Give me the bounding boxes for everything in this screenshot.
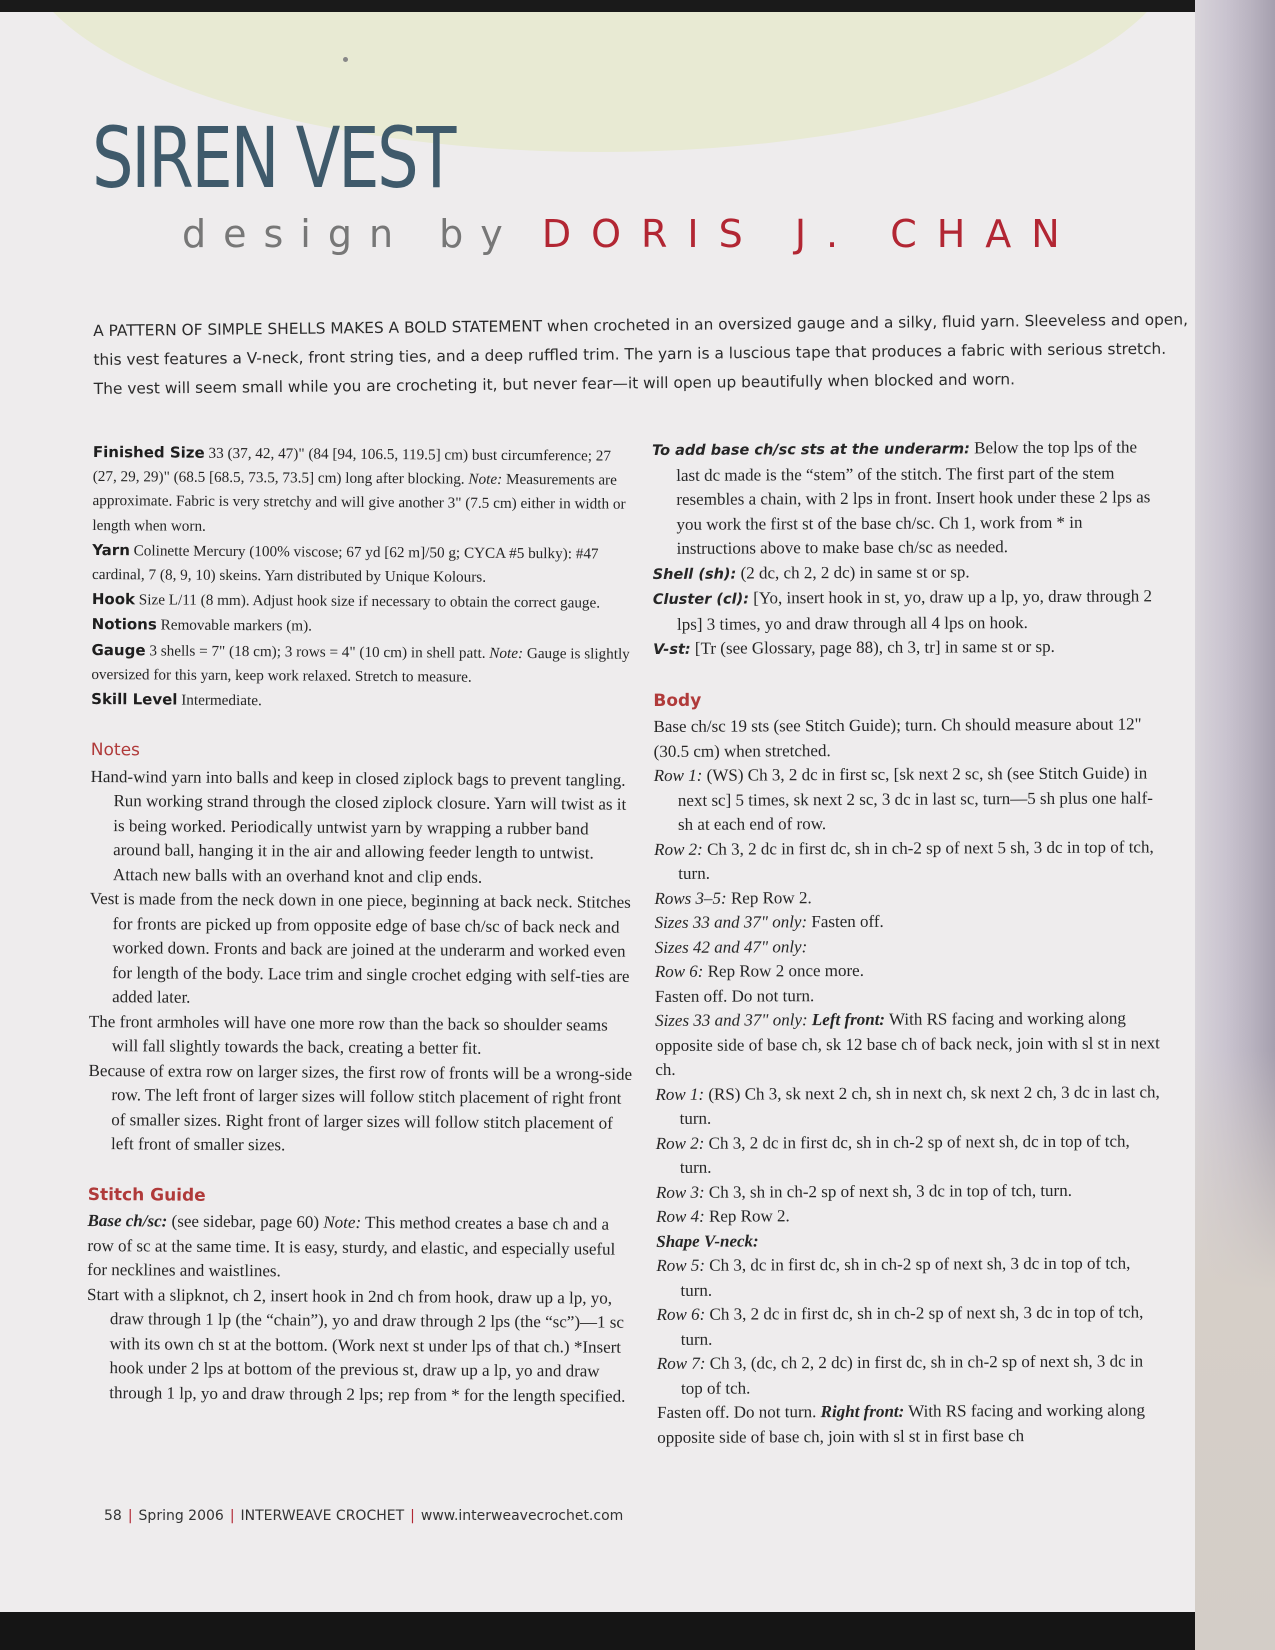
row-label: Sizes 33 and 37" only: <box>655 1010 808 1030</box>
row-text: Ch 3, 2 dc in first dc, sh in ch-2 sp of next 5 sh, 3 dc in top of tch, turn. <box>678 836 1154 883</box>
spec-note-label: Note: <box>489 644 524 662</box>
note-item: Hand-wind yarn into balls and keep in closed ziplock bags to prevent tangling. Run working strand through the closed ziplock closure. Yarn will twist as it is being worked. Periodically untwist yarn by wrapping a rubber band around ball, hanging it in the air and allowing feeder length to untwist. Attach new balls with an overhand knot and clip ends. <box>90 766 627 887</box>
body-row <box>655 933 1160 960</box>
magazine-page <box>0 12 1195 1650</box>
stitch-text: (2 dc, ch 2, 2 dc) in same st or sp. <box>736 561 970 583</box>
row-label: Row 2: <box>654 839 703 859</box>
row-text: Ch 3, sh in ch-2 sp of next sh, 3 dc in top of tch, turn. <box>704 1180 1072 1202</box>
row-label: Row 4: <box>656 1206 705 1226</box>
spec-text: Intermediate. <box>177 691 262 710</box>
body-row <box>655 1080 1160 1132</box>
stitch-start-instructions: Start with a slipknot, ch 2, insert hook in 2nd ch from hook, draw up a lp, yo, draw through 1 lp (the “chain”), yo and draw through 2 lps (the “sc”)—1 sc with its own ch st at the bottom. (Work next st under lps of that ch.) *Insert hook under 2 lps at bottom of the previous st, draw up a lp, yo and draw through 1 lp, yo and draw through 2 lps; rep from * for the length specified. <box>86 1284 626 1406</box>
intro-lead: A PATTERN OF SIMPLE SHELLS MAKES A BOLD STATEMENT <box>93 317 543 340</box>
body-row <box>655 957 1160 984</box>
row-text: Ch 3, (dc, ch 2, 2 dc) in first dc, sh in ch-2 sp of next sh, 3 dc in top of tch. <box>680 1351 1144 1398</box>
shape-vneck-heading <box>656 1227 1161 1254</box>
row-text: (WS) Ch 3, 2 dc in first sc, [sk next 2 sc, sh (see Stitch Guide) in next sc] 5 times, sk next 2 sc, 3 dc in last sc, turn—5 sh plus one half-sh at each end of row. <box>677 763 1153 834</box>
footer-separator: | <box>229 1508 235 1524</box>
stitch-label: Cluster (cl): <box>652 591 750 608</box>
byline <box>182 212 1080 256</box>
stitch-text: Below the top lps of the last dc made is the “stem” of the stitch. The first part of the stem resembles a chain, with 2 lps in front. Insert hook under these 2 lps as you work the first st of the base ch/sc. Ch 1, work from * in instructions above to make base ch/sc as needed. <box>676 437 1151 558</box>
row-text: Ch 3, 2 dc in first dc, sh in ch-2 sp of next sh, 3 dc in top of tch, turn. <box>680 1302 1144 1349</box>
stitch-label: Shell (sh): <box>652 566 737 583</box>
issue-date: Spring 2006 <box>138 1508 224 1524</box>
body-fasten: Fasten off. Do not turn. <box>654 985 815 1006</box>
stitch-label: Base ch/sc: <box>87 1211 168 1231</box>
spec-note: Measurements are approximate. Fabric is very stretchy and will give another 3" (7.5 cm) either in width or length when worn. <box>92 471 626 535</box>
body-row <box>654 884 1159 911</box>
right-column <box>652 435 1162 1450</box>
right-front-label: Right front: <box>820 1401 905 1422</box>
magazine-name: INTERWEAVE CROCHET <box>240 1508 405 1524</box>
left-front-intro <box>655 1006 1160 1082</box>
right-front-intro <box>657 1398 1162 1450</box>
vneck-label: Shape V-neck: <box>656 1230 759 1251</box>
body-row <box>656 1178 1161 1205</box>
stitch-text: (see sidebar, page 60) <box>167 1211 324 1232</box>
spec-label: Finished Size <box>92 442 205 462</box>
spec-text: 33 (37, 42, 47)" (84 [94, 106.5, 119.5] cm) bust circumference; 27 (27, 29, 29)" (68.5 [68.5, 73.5, 73.5] cm) long after blocking. <box>92 444 612 488</box>
note-item: The front armholes will have one more row than the back so shoulder seams will fall slightly towards the back, creating a better fit. <box>88 1011 608 1058</box>
left-column <box>86 440 638 1409</box>
page-number: 58 <box>104 1508 122 1524</box>
spec-note-label: Note: <box>468 470 503 489</box>
row-label: Row 7: <box>656 1353 706 1373</box>
intro-paragraph <box>93 305 1194 404</box>
spec-text: Colinette Mercury (100% viscose; 67 yd [62 m]/50 g; CYCA #5 bulky): #47 cardinal, 7 (8, 9, 10) skeins. Yarn distributed by Unique Kolours. <box>92 542 599 586</box>
left-front-label: Left front: <box>811 1009 886 1030</box>
row-text: Rep Row 2. <box>726 887 812 908</box>
row-label: Row 6: <box>654 961 704 981</box>
stitch-label: V-st: <box>653 641 691 658</box>
stitch-cluster <box>653 584 1158 637</box>
decorative-dot <box>343 57 348 62</box>
body-row <box>656 1202 1161 1229</box>
body-row <box>657 1349 1162 1401</box>
spec-text: Removable markers (m). <box>156 616 313 635</box>
byline-lead: design by <box>182 212 520 256</box>
spec-label: Hook <box>91 590 136 609</box>
notes-heading: Notes <box>90 740 141 761</box>
body-heading: Body <box>653 690 702 711</box>
spec-label: Notions <box>91 615 157 634</box>
stitch-text: This method creates a base ch and a row of sc at the same time. It is easy, sturdy, and elastic, and especially useful for necklines and waistlines. <box>87 1213 616 1281</box>
row-label: Row 5: <box>656 1255 706 1275</box>
row-label: Sizes 42 and 47" only: <box>654 936 808 957</box>
body-intro: Base ch/sc 19 sts (see Stitch Guide); turn. Ch should measure about 12" (30.5 cm) when stretched. <box>653 714 1142 761</box>
footer-separator: | <box>127 1508 133 1524</box>
note-item: Because of extra row on larger sizes, the first row of fronts will be a wrong-side row. The left front of larger sizes will follow stitch placement of right front of smaller sizes. Right front of larger sizes will follow stitch placement of left front of smaller sizes. <box>88 1060 633 1155</box>
note-item: Vest is made from the neck down in one piece, beginning at back neck. Stitches for fronts are picked up from opposite edge of base ch/sc of back neck and worked down. Fronts and back are joined at the underarm and worked even for length of the body. Lace trim and single crochet edging with self-ties are added later. <box>89 889 631 1007</box>
stitch-guide-heading: Stitch Guide <box>87 1184 206 1206</box>
stitch-vst <box>653 634 1158 662</box>
row-text: Fasten off. Do not turn. <box>657 1402 821 1422</box>
row-label: Row 1: <box>653 765 703 785</box>
scan-bottom-edge <box>0 1612 1195 1650</box>
spec-finished-size <box>92 440 638 542</box>
spec-hook <box>92 587 637 616</box>
row-label: Row 2: <box>655 1133 705 1153</box>
spec-skill-level <box>91 687 636 716</box>
stitch-text: [Tr (see Glossary, page 88), ch 3, tr] in same st or sp. <box>690 636 1055 658</box>
magazine-url: www.interweavecrochet.com <box>420 1508 624 1524</box>
spec-label: Skill Level <box>91 690 178 709</box>
spec-label: Yarn <box>92 540 130 560</box>
row-label: Row 3: <box>655 1182 705 1202</box>
row-text: Ch 3, dc in first dc, sh in ch-2 sp of next sh, 3 dc in top of tch, turn. <box>680 1253 1131 1300</box>
row-text: Rep Row 2. <box>704 1206 790 1226</box>
body-row <box>654 761 1159 837</box>
footer-separator: | <box>410 1508 415 1524</box>
stitch-base-chsc <box>87 1209 632 1286</box>
row-label: Row 1: <box>655 1084 705 1104</box>
stitch-add-base <box>652 435 1158 561</box>
body-row <box>654 908 1159 935</box>
intro-text: when crocheted in an oversized gauge and a silky, fluid yarn. Sleeveless and open, this vest features a V-neck, front string ties, and a deep ruffled trim. The yarn is a luscious tape that produces a fabric with serious stretch. The vest will seem small while you are crocheting it, but never fear—it will open up beautifully when blocked and worn. <box>93 310 1189 398</box>
row-text: With RS facing and working along opposite side of base ch, join with sl st in first base ch <box>657 1400 1146 1447</box>
byline-author: DORIS J. CHAN <box>541 212 1080 256</box>
spec-note: Gauge is slightly oversized for this yarn, keep work relaxed. Stretch to measure. <box>91 644 630 686</box>
spec-yarn <box>92 538 637 591</box>
stitch-label: To add base ch/sc sts at the underarm: <box>652 441 970 459</box>
stitch-shell <box>653 559 1158 587</box>
row-label: Rows 3–5: <box>654 888 727 908</box>
row-text: Rep Row 2 once more. <box>703 960 865 981</box>
page-title: SIREN VEST <box>92 109 455 207</box>
row-text: Fasten off. <box>807 911 884 932</box>
page-spine-shadow <box>1195 1050 1275 1650</box>
spec-text: 3 shells = 7" (18 cm); 3 rows = 4" (10 cm) in shell patt. <box>145 641 490 662</box>
body-row <box>656 1129 1161 1181</box>
row-text: Ch 3, 2 dc in first dc, sh in ch-2 sp of next sh, dc in top of tch, turn. <box>679 1131 1130 1177</box>
spec-label: Gauge <box>91 640 146 659</box>
body-row <box>657 1300 1162 1352</box>
body-row <box>656 1251 1161 1303</box>
row-label: Sizes 33 and 37" only: <box>654 912 808 932</box>
spec-gauge <box>91 638 636 691</box>
stitch-note-label: Note: <box>323 1212 362 1233</box>
stitch-text: [Yo, insert hook in st, yo, draw up a lp, yo, draw through 2 lps] 3 times, yo and draw through all 4 lps on hook. <box>676 586 1152 634</box>
page-footer <box>104 1508 623 1524</box>
body-row <box>654 835 1159 887</box>
row-text: (RS) Ch 3, sk next 2 ch, sh in next ch, sk next 2 ch, 3 dc in last ch, turn. <box>679 1081 1160 1128</box>
spec-notions <box>92 612 637 641</box>
spec-text: Size L/11 (8 mm). Adjust hook size if necessary to obtain the correct gauge. <box>134 591 601 612</box>
row-text: With RS facing and working along opposite side of base ch, sk 12 base ch of back neck, join with sl st in next ch. <box>655 1008 1160 1079</box>
row-label: Row 6: <box>656 1304 706 1324</box>
